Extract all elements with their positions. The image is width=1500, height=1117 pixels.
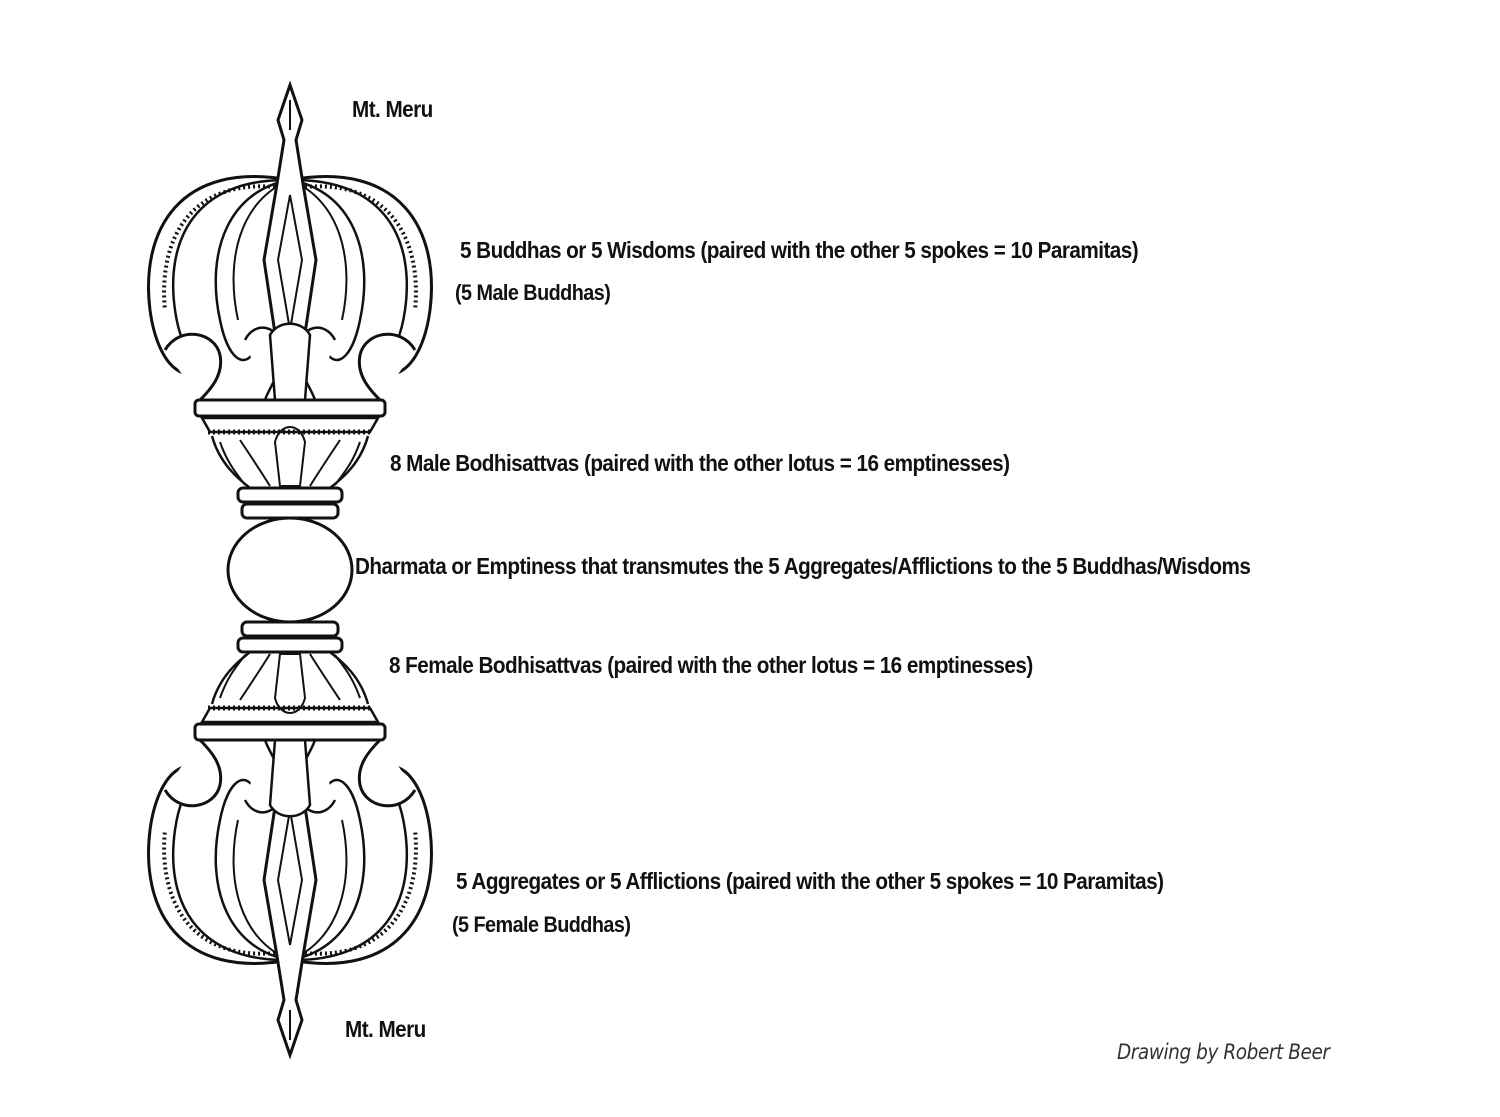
label-top-meru: Mt. Meru — [352, 96, 433, 122]
label-upper-prongs: 5 Buddhas or 5 Wisdoms (paired with the other 5 spokes = 10 Paramitas) — [460, 237, 1139, 263]
label-lower-prongs-sub: (5 Female Buddhas) — [452, 912, 631, 937]
drawing-credit: Drawing by Robert Beer — [1117, 1040, 1330, 1064]
label-lower-prongs: 5 Aggregates or 5 Afflictions (paired with the other 5 spokes = 10 Paramitas) — [456, 868, 1164, 894]
label-upper-lotus: 8 Male Bodhisattvas (paired with the other lotus = 16 emptinesses) — [390, 450, 1010, 476]
label-lower-lotus: 8 Female Bodhisattvas (paired with the other lotus = 16 emptinesses) — [389, 652, 1033, 678]
label-center-sphere: Dharmata or Emptiness that transmutes the 5 Aggregates/Afflictions to the 5 Buddhas/Wisdoms — [355, 553, 1251, 579]
label-bottom-meru: Mt. Meru — [345, 1016, 426, 1042]
label-upper-prongs-sub: (5 Male Buddhas) — [455, 280, 611, 305]
